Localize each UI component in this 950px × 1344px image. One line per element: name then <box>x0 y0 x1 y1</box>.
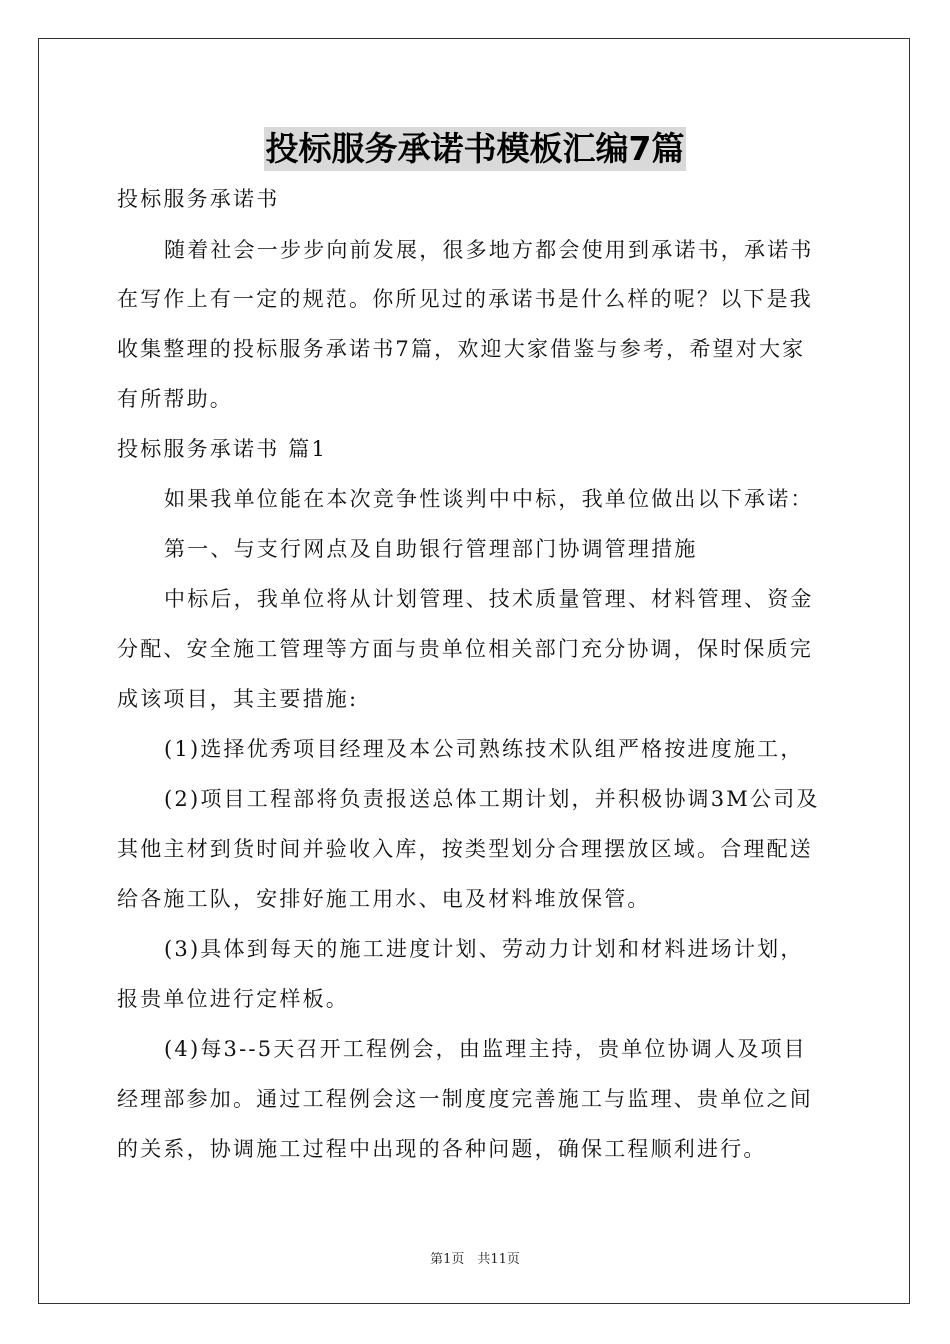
paragraph-line: 分配、安全施工管理等方面与贵单位相关部门充分协调，保时保质完 <box>117 637 813 661</box>
section-heading: 投标服务承诺书 <box>117 187 280 211</box>
paragraph-line: 报贵单位进行定样板。 <box>117 987 349 1011</box>
paragraph-line: 第一、与支行网点及自助银行管理部门协调管理措施 <box>164 537 698 561</box>
list-item: (4)每3--5天召开工程例会，由监理主持，贵单位协调人及项目 <box>164 1037 807 1061</box>
paragraph-line: 中标后，我单位将从计划管理、技术质量管理、材料管理、资金 <box>164 587 814 611</box>
list-item: (3)具体到每天的施工进度计划、劳动力计划和材料进场计划， <box>164 937 804 961</box>
title-container <box>0 127 950 171</box>
paragraph-line: 收集整理的投标服务承诺书7篇，欢迎大家借鉴与参考，希望对大家 <box>117 337 806 361</box>
paragraph-line: 其他主材到货时间并验收入库，按类型划分合理摆放区域。合理配送 <box>117 837 813 861</box>
paragraph-line: 有所帮助。 <box>117 387 233 411</box>
paragraph-line: 经理部参加。通过工程例会这一制度度完善施工与监理、贵单位之间 <box>117 1087 813 1111</box>
document-title: 投标服务承诺书模板汇编7篇 <box>264 127 687 171</box>
page-number-footer: 第1页 共11页 <box>430 1252 520 1267</box>
paragraph-line: 给各施工队，安排好施工用水、电及材料堆放保管。 <box>117 887 651 911</box>
paragraph-line: 的关系，协调施工过程中出现的各种问题，确保工程顺利进行。 <box>117 1137 767 1161</box>
paragraph-line: 成该项目，其主要措施: <box>117 687 359 711</box>
list-item: (1)选择优秀项目经理及本公司熟练技术队组严格按进度施工， <box>164 737 804 761</box>
paragraph-line: 在写作上有一定的规范。你所见过的承诺书是什么样的呢？以下是我 <box>117 287 813 311</box>
paragraph-line: 如果我单位能在本次竞争性谈判中中标，我单位做出以下承诺： <box>164 487 814 511</box>
page-border <box>38 38 910 1304</box>
list-item: (2)项目工程部将负责报送总体工期计划，并积极协调3M公司及 <box>164 787 820 811</box>
section-heading: 投标服务承诺书 篇1 <box>117 437 328 461</box>
paragraph-line: 随着社会一步步向前发展，很多地方都会使用到承诺书，承诺书 <box>164 238 814 262</box>
